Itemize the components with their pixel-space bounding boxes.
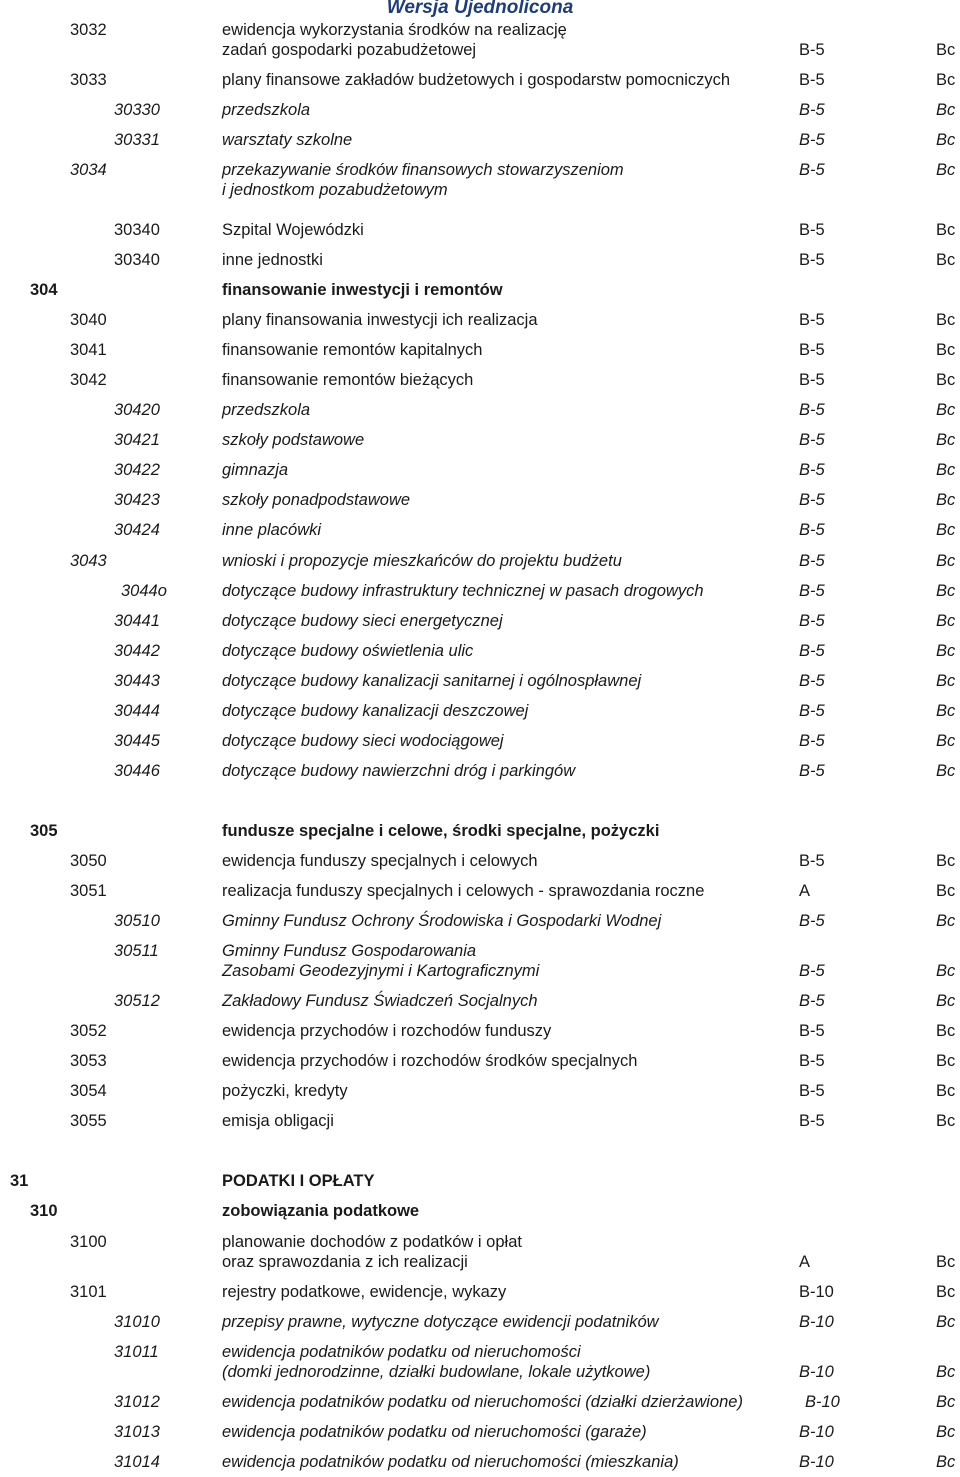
record-code: 30511: [114, 942, 159, 960]
record-code: 3044o: [121, 582, 167, 600]
record-category: B-5: [799, 41, 825, 59]
record-code: 310: [30, 1202, 58, 1220]
record-archive-category: Bc: [936, 1112, 956, 1130]
record-description: gimnazja: [222, 461, 289, 479]
record-code: 3040: [70, 311, 107, 329]
record-code: 3041: [70, 341, 107, 359]
record-description: emisja obligacji: [222, 1112, 334, 1130]
record-description: ewidencja przychodów i rozchodów funduszy: [222, 1022, 552, 1040]
record-description: dotyczące budowy kanalizacji deszczowej: [222, 702, 529, 720]
record-category: B-5: [799, 1052, 825, 1070]
record-category: B-5: [799, 341, 825, 359]
record-description: finansowanie remontów bieżących: [222, 371, 474, 389]
record-code: 305: [30, 822, 58, 840]
record-description: finansowanie remontów kapitalnych: [222, 341, 483, 359]
record-category: B-5: [799, 702, 825, 720]
record-code: 30444: [114, 702, 160, 720]
record-archive-category: Bc: [936, 1363, 956, 1381]
record-description: przekazywanie środków finansowych stowarzyszeniom: [222, 161, 624, 179]
record-archive-category: Bc: [936, 521, 956, 539]
record-description: ewidencja wykorzystania środków na realizację: [222, 21, 567, 39]
record-code: 3055: [70, 1112, 107, 1130]
record-category: B-5: [799, 431, 825, 449]
record-description: ewidencja przychodów i rozchodów środków specjalnych: [222, 1052, 638, 1070]
record-code: 3052: [70, 1022, 107, 1040]
record-description: inne placówki: [222, 521, 322, 539]
record-category: A: [799, 882, 811, 900]
record-category: B-5: [799, 71, 825, 89]
record-description: szkoły ponadpodstawowe: [222, 491, 411, 509]
record-code: 31012: [114, 1393, 160, 1411]
record-description: zadań gospodarki pozabudżetowej: [222, 41, 477, 59]
record-code: 3042: [70, 371, 107, 389]
record-description: zobowiązania podatkowe: [222, 1202, 420, 1220]
record-code: 31011: [114, 1343, 159, 1361]
record-code: 30443: [114, 672, 160, 690]
record-archive-category: Bc: [936, 41, 956, 59]
record-archive-category: Bc: [936, 642, 956, 660]
record-description: inne jednostki: [222, 251, 323, 269]
record-archive-category: Bc: [936, 71, 956, 89]
record-description: ewidencja podatników podatku od nieruchomości (garaże): [222, 1423, 647, 1441]
record-description: planowanie dochodów z podatków i opłat: [222, 1233, 522, 1251]
record-description: dotyczące budowy kanalizacji sanitarnej i ogólnospławnej: [222, 672, 642, 690]
record-archive-category: Bc: [936, 582, 956, 600]
record-description: Zakładowy Fundusz Świadczeń Socjalnych: [222, 992, 538, 1010]
record-archive-category: Bc: [936, 221, 956, 239]
record-category: B-5: [799, 371, 825, 389]
record-category: B-5: [799, 612, 825, 630]
record-code: 304: [30, 281, 58, 299]
record-archive-category: Bc: [936, 1393, 956, 1411]
record-code: 30441: [114, 612, 160, 630]
record-description: ewidencja funduszy specjalnych i celowych: [222, 852, 538, 870]
record-description: warsztaty szkolne: [222, 131, 353, 149]
record-category: B-5: [799, 992, 825, 1010]
record-description: dotyczące budowy sieci energetycznej: [222, 612, 503, 630]
record-archive-category: Bc: [936, 992, 956, 1010]
record-category: B-5: [799, 1022, 825, 1040]
record-description: Gminny Fundusz Ochrony Środowiska i Gospodarki Wodnej: [222, 912, 662, 930]
record-code: 30340: [114, 221, 160, 239]
record-code: 30340: [114, 251, 160, 269]
record-category: B-5: [799, 221, 825, 239]
record-archive-category: Bc: [936, 371, 956, 389]
record-description: ewidencja podatników podatku od nieruchomości (mieszkania): [222, 1453, 679, 1471]
record-archive-category: Bc: [936, 1082, 956, 1100]
record-archive-category: Bc: [936, 461, 956, 479]
record-archive-category: Bc: [936, 1453, 956, 1471]
record-code: 3043: [70, 552, 107, 570]
record-description: ewidencja podatników podatku od nieruchomości: [222, 1343, 581, 1361]
record-category: B-5: [799, 1082, 825, 1100]
record-category: B-5: [799, 311, 825, 329]
record-archive-category: Bc: [936, 101, 956, 119]
record-category: B-5: [799, 101, 825, 119]
record-description: i jednostkom pozabudżetowym: [222, 181, 448, 199]
record-description: dotyczące budowy oświetlenia ulic: [222, 642, 474, 660]
record-description: Zasobami Geodezyjnymi i Kartograficznymi: [222, 962, 540, 980]
record-archive-category: Bc: [936, 702, 956, 720]
record-code: 3051: [70, 882, 107, 900]
record-category: B-5: [799, 732, 825, 750]
record-category: B-10: [799, 1283, 834, 1301]
record-archive-category: Bc: [936, 612, 956, 630]
record-archive-category: Bc: [936, 1423, 956, 1441]
record-code: 30331: [114, 131, 160, 149]
record-archive-category: Bc: [936, 962, 956, 980]
record-category: B-5: [799, 251, 825, 269]
record-code: 30446: [114, 762, 160, 780]
record-code: 3054: [70, 1082, 107, 1100]
record-category: B-10: [799, 1453, 834, 1471]
record-archive-category: Bc: [936, 732, 956, 750]
record-description: PODATKI I OPŁATY: [222, 1172, 375, 1190]
record-code: 30424: [114, 521, 160, 539]
record-archive-category: Bc: [936, 251, 956, 269]
record-category: B-10: [799, 1423, 834, 1441]
record-archive-category: Bc: [936, 341, 956, 359]
record-archive-category: Bc: [936, 762, 956, 780]
record-description: (domki jednorodzinne, działki budowlane, lokale użytkowe): [222, 1363, 651, 1381]
record-code: 30421: [114, 431, 160, 449]
record-archive-category: Bc: [936, 1283, 956, 1301]
record-category: B-5: [799, 461, 825, 479]
record-code: 3053: [70, 1052, 107, 1070]
record-category: B-5: [799, 521, 825, 539]
record-archive-category: Bc: [936, 161, 956, 179]
record-archive-category: Bc: [936, 431, 956, 449]
record-description: plany finansowania inwestycji ich realizacja: [222, 311, 538, 329]
record-code: 30512: [114, 992, 160, 1010]
record-code: 3033: [70, 71, 107, 89]
record-code: 30510: [114, 912, 160, 930]
record-archive-category: Bc: [936, 311, 956, 329]
record-description: Szpital Wojewódzki: [222, 221, 364, 239]
record-description: dotyczące budowy nawierzchni dróg i parkingów: [222, 762, 576, 780]
record-code: 30423: [114, 491, 160, 509]
record-archive-category: Bc: [936, 401, 956, 419]
record-archive-category: Bc: [936, 552, 956, 570]
record-category: B-5: [799, 642, 825, 660]
record-description: dotyczące budowy infrastruktury technicznej w pasach drogowych: [222, 582, 704, 600]
record-category: B-10: [799, 1363, 834, 1381]
record-category: A: [799, 1253, 811, 1271]
record-code: 30445: [114, 732, 160, 750]
record-description: dotyczące budowy sieci wodociągowej: [222, 732, 504, 750]
record-category: B-5: [799, 161, 825, 179]
record-archive-category: Bc: [936, 131, 956, 149]
record-description: Gminny Fundusz Gospodarowania: [222, 942, 477, 960]
record-description: ewidencja podatników podatku od nieruchomości (działki dzierżawione): [222, 1393, 743, 1411]
record-description: finansowanie inwestycji i remontów: [222, 281, 503, 299]
record-description: przedszkola: [222, 401, 311, 419]
record-archive-category: Bc: [936, 1022, 956, 1040]
record-archive-category: Bc: [936, 1253, 956, 1271]
record-category: B-5: [799, 491, 825, 509]
record-code: 31: [10, 1172, 29, 1190]
record-code: 31013: [114, 1423, 160, 1441]
record-code: 3101: [70, 1283, 107, 1301]
record-code: 3032: [70, 21, 107, 39]
record-code: 30442: [114, 642, 160, 660]
record-category: B-5: [799, 582, 825, 600]
record-code: 30420: [114, 401, 160, 419]
record-category: B-5: [799, 912, 825, 930]
record-description: przepisy prawne, wytyczne dotyczące ewidencji podatników: [222, 1313, 659, 1331]
record-code: 31010: [114, 1313, 160, 1331]
record-description: rejestry podatkowe, ewidencje, wykazy: [222, 1283, 507, 1301]
record-archive-category: Bc: [936, 882, 956, 900]
record-category: B-5: [799, 672, 825, 690]
record-description: plany finansowe zakładów budżetowych i gospodarstw pomocniczych: [222, 71, 731, 89]
record-archive-category: Bc: [936, 912, 956, 930]
record-archive-category: Bc: [936, 852, 956, 870]
record-category: B-5: [799, 131, 825, 149]
record-category: B-5: [799, 1112, 825, 1130]
record-description: wnioski i propozycje mieszkańców do projektu budżetu: [222, 552, 622, 570]
record-description: oraz sprawozdania z ich realizacji: [222, 1253, 468, 1271]
record-code: 3034: [70, 161, 107, 179]
record-code: 30422: [114, 461, 160, 479]
record-category: B-5: [799, 962, 825, 980]
record-description: przedszkola: [222, 101, 311, 119]
record-archive-category: Bc: [936, 1052, 956, 1070]
record-code: 31014: [114, 1453, 160, 1471]
record-category: B-5: [799, 762, 825, 780]
record-code: 3050: [70, 852, 107, 870]
record-category: B-5: [799, 401, 825, 419]
record-description: fundusze specjalne i celowe, środki specjalne, pożyczki: [222, 822, 660, 840]
record-archive-category: Bc: [936, 491, 956, 509]
record-description: pożyczki, kredyty: [222, 1082, 348, 1100]
page-header: Wersja Ujednolicona: [386, 0, 574, 18]
record-code: 3100: [70, 1233, 107, 1251]
record-category: B-10: [805, 1393, 840, 1411]
record-description: realizacja funduszy specjalnych i celowych - sprawozdania roczne: [222, 882, 705, 900]
record-category: B-10: [799, 1313, 834, 1331]
record-description: szkoły podstawowe: [222, 431, 365, 449]
record-category: B-5: [799, 552, 825, 570]
record-archive-category: Bc: [936, 672, 956, 690]
record-archive-category: Bc: [936, 1313, 956, 1331]
record-category: B-5: [799, 852, 825, 870]
record-code: 30330: [114, 101, 160, 119]
